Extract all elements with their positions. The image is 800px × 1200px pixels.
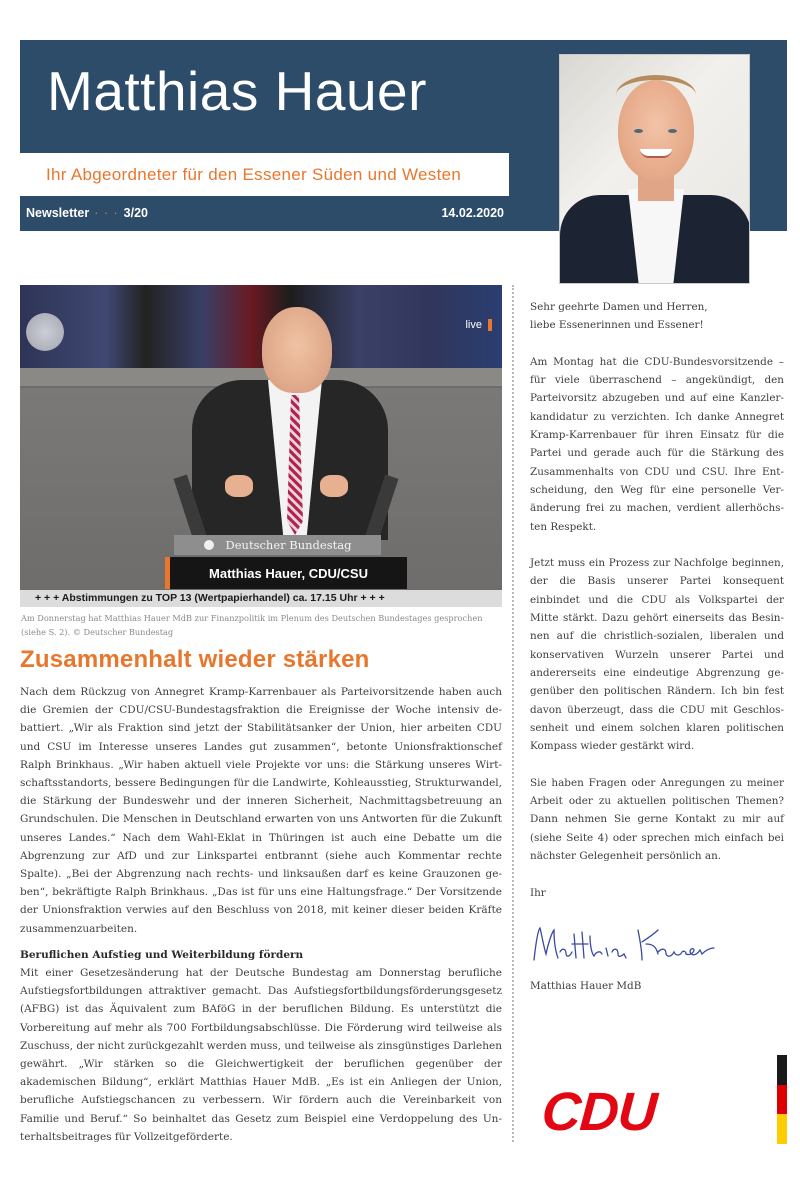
speaker-hand-left: [225, 475, 253, 497]
signature-name: Matthias Hauer MdB: [530, 980, 642, 992]
portrait-eye-left: [634, 129, 643, 133]
article-title: Zusammenhalt wieder stärken: [20, 646, 370, 673]
signature-icon: [530, 922, 720, 967]
speaker-head: [262, 307, 332, 393]
lectern-label-text: Deutscher Bundestag: [225, 538, 352, 552]
issue-date: 14.02.2020: [441, 206, 504, 220]
handwritten-signature: [530, 922, 720, 967]
german-flag-stripe: [777, 1055, 787, 1144]
letter-closing: Ihr: [530, 886, 546, 899]
separator-dots: · · ·: [94, 206, 119, 220]
newsletter-label: Newsletter: [26, 206, 90, 220]
article-subheading: Beruflichen Aufstieg und Weiterbildung fördern: [20, 948, 304, 961]
live-badge: live: [465, 319, 492, 331]
subtitle: Ihr Abgeordneter für den Essener Süden und Westen: [46, 165, 462, 184]
letter-paragraph: Am Montag hat die CDU-Bundesvorsitzende – für viele überraschend – angekündigt, den Parteivorsitz abzugeben und auf eine Kanzlerkandidatur zu verzichten. Ich danke Annegret Kramp-Karrenbauer für ihren Einsatz für die Partei und gerade auch für die Stärkung des Zusammenhalts von CDU und CSU. Ihre Entscheidung, den Weg für eine personelle Veränderung frei zu machen, verdient allerhöchsten Respekt.: [530, 355, 784, 533]
newsletter-info-row: [26, 206, 504, 220]
news-ticker: + + + Abstimmungen zu TOP 13 (Wertpapierhandel) ca. 17.15 Uhr + + +: [20, 590, 502, 607]
speaker-hand-right: [320, 475, 348, 497]
flag-red: [777, 1085, 787, 1115]
bundestag-seal-icon: [204, 540, 214, 550]
greeting-line-2: liebe Essenerinnen und Essener!: [530, 319, 704, 332]
letter-paragraph: Jetzt muss ein Prozess zur Nachfolge beginnen, der die Basis unserer Partei konsequent einbindet und die CDU als Volkspartei der Mitte stärkt. Dazu gehört einerseits das Besinnen auf die christlich-sozialen, liberalen und konservativen Wurzeln unserer Partei und andererseits eine eindeutige Abgrenzung gegenüber den politischen Rändern. Ich bin fest davon überzeugt, dass die CDU mit Geschlossenheit und einem solchen klaren politischen Kompass wieder gestärkt wird.: [530, 557, 784, 753]
letter-paragraph: Sie haben Fragen oder Anregungen zu meiner Arbeit oder zu aktuellen politischen Themen? Dann nehmen Sie gerne Kontakt zu mir auf (siehe Seite 4) oder sprechen mich einfach bei nächster Gelegenheit persönlich an.: [530, 776, 784, 862]
column-divider: [512, 285, 514, 1142]
bundestag-speech-photo: [20, 285, 502, 607]
editorial-letter: [530, 298, 784, 920]
article-body: [20, 683, 502, 1146]
portrait-hair: [616, 75, 696, 115]
photo-caption: Am Donnerstag hat Matthias Hauer MdB zur Finanzpolitik im Plenum des Deutschen Bundestages gesprochen (siehe S. 2). © Deutscher Bundestag: [21, 613, 483, 637]
portrait-eye-right: [668, 129, 677, 133]
photo-gallery-background: [20, 285, 502, 368]
article-paragraph: Nach dem Rückzug von Annegret Kramp-Karrenbauer als Parteivorsitzende haben auch die Gremien der CDU/CSU-Bundestagsfraktion die Ereignisse der Woche intensiv debattiert. „Wir als Fraktion sind jetzt der Stabilitätsanker der Union, hier arbeiten CDU und CSU im Interesse unseres Landes gut zusammen“, betonte Unionsfraktionschef Ralph Brinkhaus. „Wir haben aktuell viele Projekte vor uns: die Stärkung unseres Wirtschaftsstandorts, bessere Bedingungen für die Landwirte, Kohleausstieg, Strukturwandel, die Stärkung der Bundeswehr und der inneren Sicherheit, Nachmittagsbetreuung an Grundschulen. Die Menschen in Deutschland erwarten von uns Antworten für die Zukunft unseres Landes.“ Nach dem Wahl-Eklat in Thüringen ist auch eine Debatte um die Abgrenzung zur AfD und zur Linkspartei entbrannt (siehe auch Kommentar rechte Spalte). „Bei der Abgrenzung nach rechts- und linksaußen darf es keine Grauzonen geben“, bekräftigte Ralph Brinkhaus. „Das ist für uns eine Haltungsfrage.“ Der Vorsitzende der Unionsfraktion verwies auf den Beschluss von 2018, mit keiner dieser beiden Kräfte zusammenzuarbeiten.: [20, 686, 502, 935]
lectern-label: [174, 535, 381, 555]
article-paragraph: Mit einer Gesetzesänderung hat der Deutsche Bundestag am Donnerstag berufliche Aufstiegsfortbildungen attraktiver gemacht. Das Aufstiegsfortbildungsförderungsgesetz (AFBG) ist das Äquivalent zum BAföG in der beruflichen Bildung. Es unterstützt die Vorbereitung auf mehr als 700 Fortbildungsabschlüsse. Die Förderung wird teilweise als Zuschuss, der nicht zurückgezahlt werden muss, und teilweise als zinsgünstiges Darlehen gewährt. „Wir stärken so die Gleichwertigkeit der beruflichen gegenüber der akademischen Bildung“, erklärt Matthias Hauer MdB. „Es ist ein Anliegen der Union, berufliche Aufstiegschancen zu verbessern. Wir fördern auch die Vereinbarkeit von Familie und Beruf.“ So beinhaltet das Gesetz zum Beispiel eine Verdoppelung des Unterhaltsbeitrages für Vollzeitgeförderte.: [20, 967, 502, 1143]
federal-eagle-icon: [26, 313, 64, 351]
portrait-smile: [640, 149, 672, 158]
greeting-line-1: Sehr geehrte Damen und Herren,: [530, 301, 708, 313]
portrait-photo: [559, 54, 750, 284]
speaker-name-plate: Matthias Hauer, CDU/CSU: [165, 557, 407, 589]
flag-gold: [777, 1114, 787, 1144]
letter-greeting: [530, 298, 784, 335]
cdu-logo: CDU: [539, 1082, 659, 1142]
flag-black: [777, 1055, 787, 1085]
page-title: Matthias Hauer: [47, 60, 427, 122]
issue-number: 3/20: [123, 206, 149, 220]
